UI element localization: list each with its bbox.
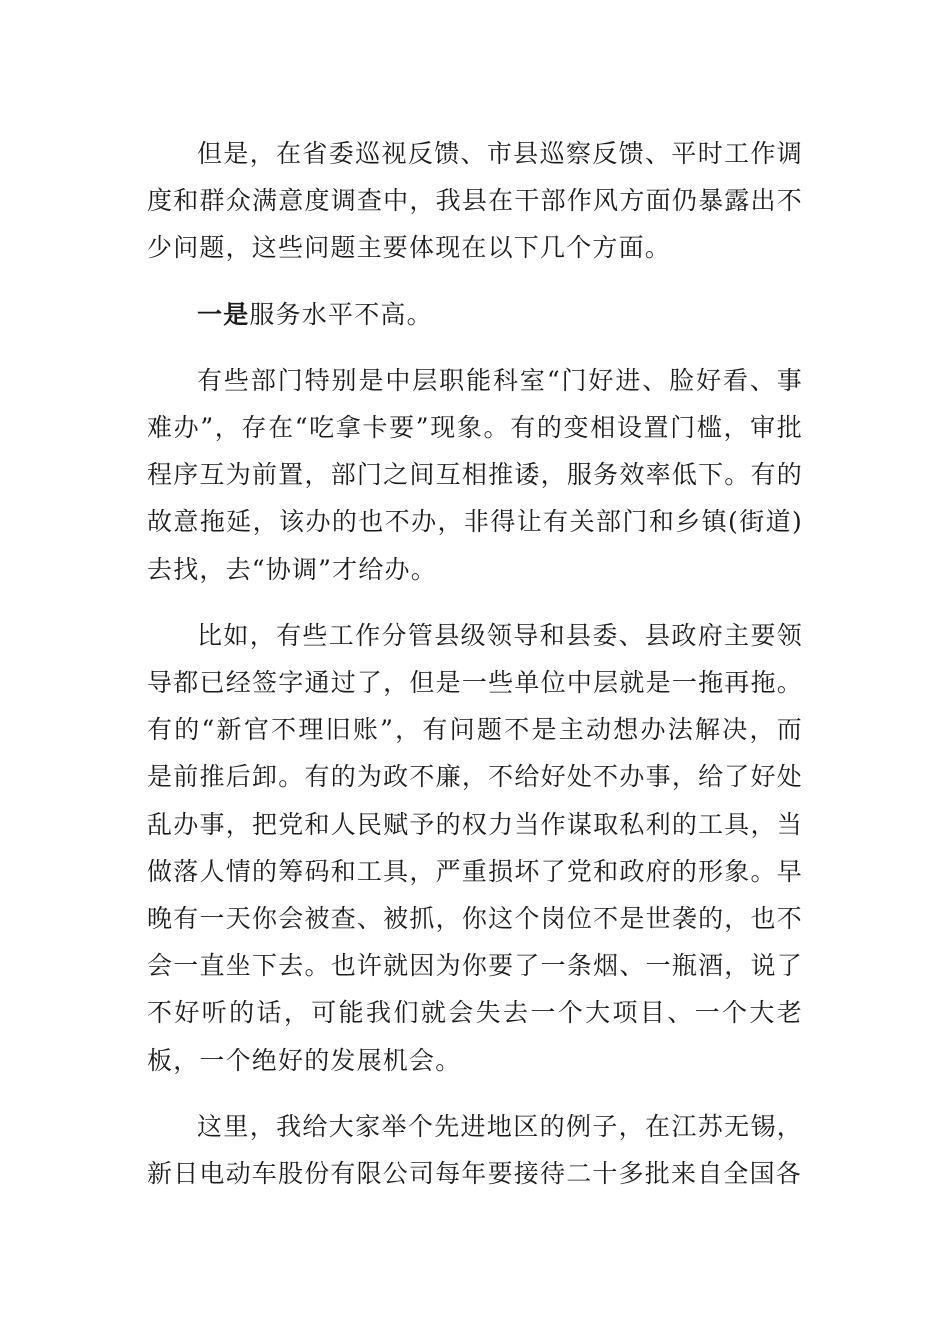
paragraph-text: 这里，我给大家举个先进地区的例子，在江苏无锡，新日电动车股份有限公司每年要接待二十多批来自全国各 <box>147 1111 803 1189</box>
paragraph-intro <box>147 130 803 272</box>
bold-lead-label: 一是 <box>197 299 250 329</box>
paragraph-text: 有些部门特别是中层职能科室“门好进、脸好看、事难办”，存在“吃拿卡要”现象。有的变相设置门槛，审批程序互为前置，部门之间互相推诿，服务效率低下。有的故意拖延，该办的也不办，非得让有关部门和乡镇(街道)去找，去“协调”才给办。 <box>147 365 803 584</box>
paragraph-text: 但是，在省委巡视反馈、市县巡察反馈、平时工作调度和群众满意度调查中，我县在干部作风方面仍暴露出不少问题，这些问题主要体现在以下几个方面。 <box>147 139 803 263</box>
paragraph-text: 比如，有些工作分管县级领导和县委、县政府主要领导都已经签字通过了，但是一些单位中层就是一拖再拖。有的“新官不理旧账”，有问题不是主动想办法解决，而是前推后卸。有的为政不廉，不给好处不办事，给了好处乱办事，把党和人民赋予的权力当作谋取私利的工具，当做落人情的筹码和工具，严重损坏了党和政府的形象。早晚有一天你会被查、被抓，你这个岗位不是世袭的，也不会一直坐下去。也许就因为你要了一条烟、一瓶酒，说了不好听的话，可能我们就会失去一个大项目、一个大老板，一个绝好的发展机会。 <box>147 620 803 1075</box>
document-body <box>147 130 803 1197</box>
paragraph-text: 服务水平不高。 <box>249 299 433 329</box>
paragraph-point-one <box>147 291 803 338</box>
paragraph-service-issues <box>147 357 803 593</box>
paragraph-example <box>147 612 803 1084</box>
paragraph-advanced-region <box>147 1103 803 1197</box>
